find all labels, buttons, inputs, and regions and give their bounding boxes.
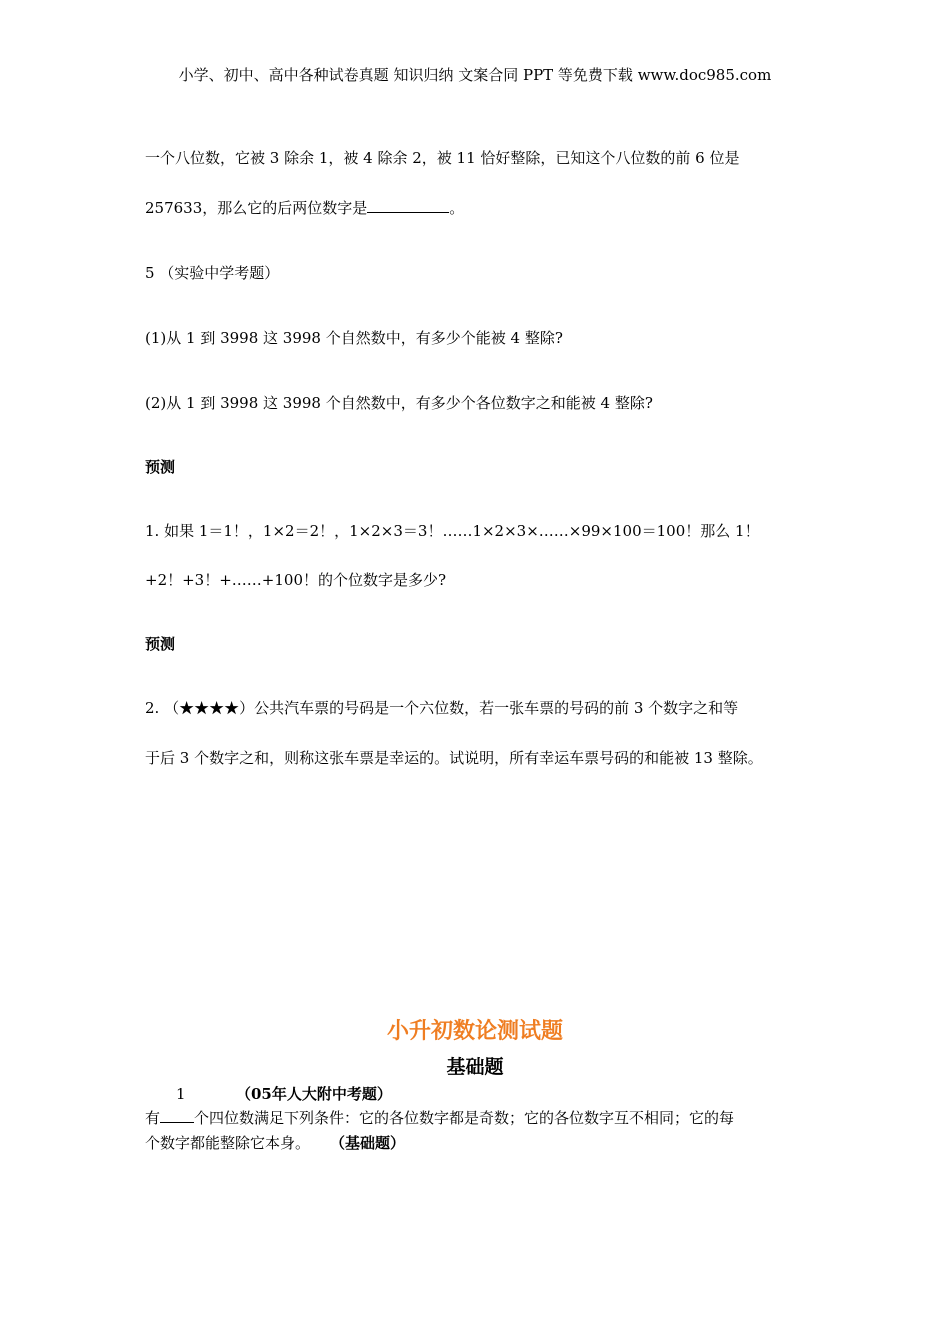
section-question-1-line-1 xyxy=(145,1109,734,1127)
predict-2-line-1: 2. （★★★★）公共汽车票的号码是一个六位数，若一张车票的号码的前 3 个数字之和等 xyxy=(145,699,739,717)
section-question-1-line-2 xyxy=(145,1134,405,1152)
section-subtitle: 基础题 xyxy=(446,1056,504,1078)
predict-label-2: 预测 xyxy=(145,635,176,653)
question-4-text: 257633，那么它的后两位数字是 xyxy=(145,199,368,217)
question-5-part-2: (2)从 1 到 3998 这 3998 个自然数中，有多少个各位数字之和能被 4 整除? xyxy=(145,394,653,412)
difficulty-tag: （基础题） xyxy=(330,1134,406,1152)
predict-1-line-1: 1. 如果 1＝1！，1×2＝2！，1×2×3＝3！……1×2×3×……×99×100＝100！那么 1！ xyxy=(145,522,760,540)
question-4-line-1: 一个八位数，它被 3 除余 1，被 4 除余 2，被 11 恰好整除，已知这个八位数的前 6 位是 xyxy=(145,149,740,167)
question-prefix: 有 xyxy=(145,1109,161,1127)
predict-label-1: 预测 xyxy=(145,458,176,476)
section-question-1-heading xyxy=(176,1085,392,1103)
question-text-end: 个数字都能整除它本身。 xyxy=(145,1134,311,1152)
page-header: 小学、初中、高中各种试卷真题 知识归纳 文案合同 PPT 等免费下载 www.doc985.com xyxy=(178,66,772,84)
question-4-end: 。 xyxy=(449,199,465,217)
question-4-line-2 xyxy=(145,199,464,217)
answer-blank-short xyxy=(160,1109,194,1123)
answer-blank xyxy=(367,199,449,213)
question-source: （05年人大附中考题） xyxy=(236,1085,392,1103)
predict-1-line-2: +2！+3！+……+100！的个位数字是多少? xyxy=(145,571,447,589)
question-5-part-1: (1)从 1 到 3998 这 3998 个自然数中，有多少个能被 4 整除? xyxy=(145,329,563,347)
question-text: 个四位数满足下列条件：它的各位数字都是奇数；它的各位数字互不相同；它的每 xyxy=(194,1109,735,1127)
predict-2-line-2: 于后 3 个数字之和，则称这张车票是幸运的。试说明，所有幸运车票号码的和能被 13 整除。 xyxy=(145,749,763,767)
question-5-heading: 5 （实验中学考题） xyxy=(145,264,280,282)
question-number: 1 xyxy=(176,1085,186,1103)
section-title: 小升初数论测试题 xyxy=(386,1018,563,1044)
